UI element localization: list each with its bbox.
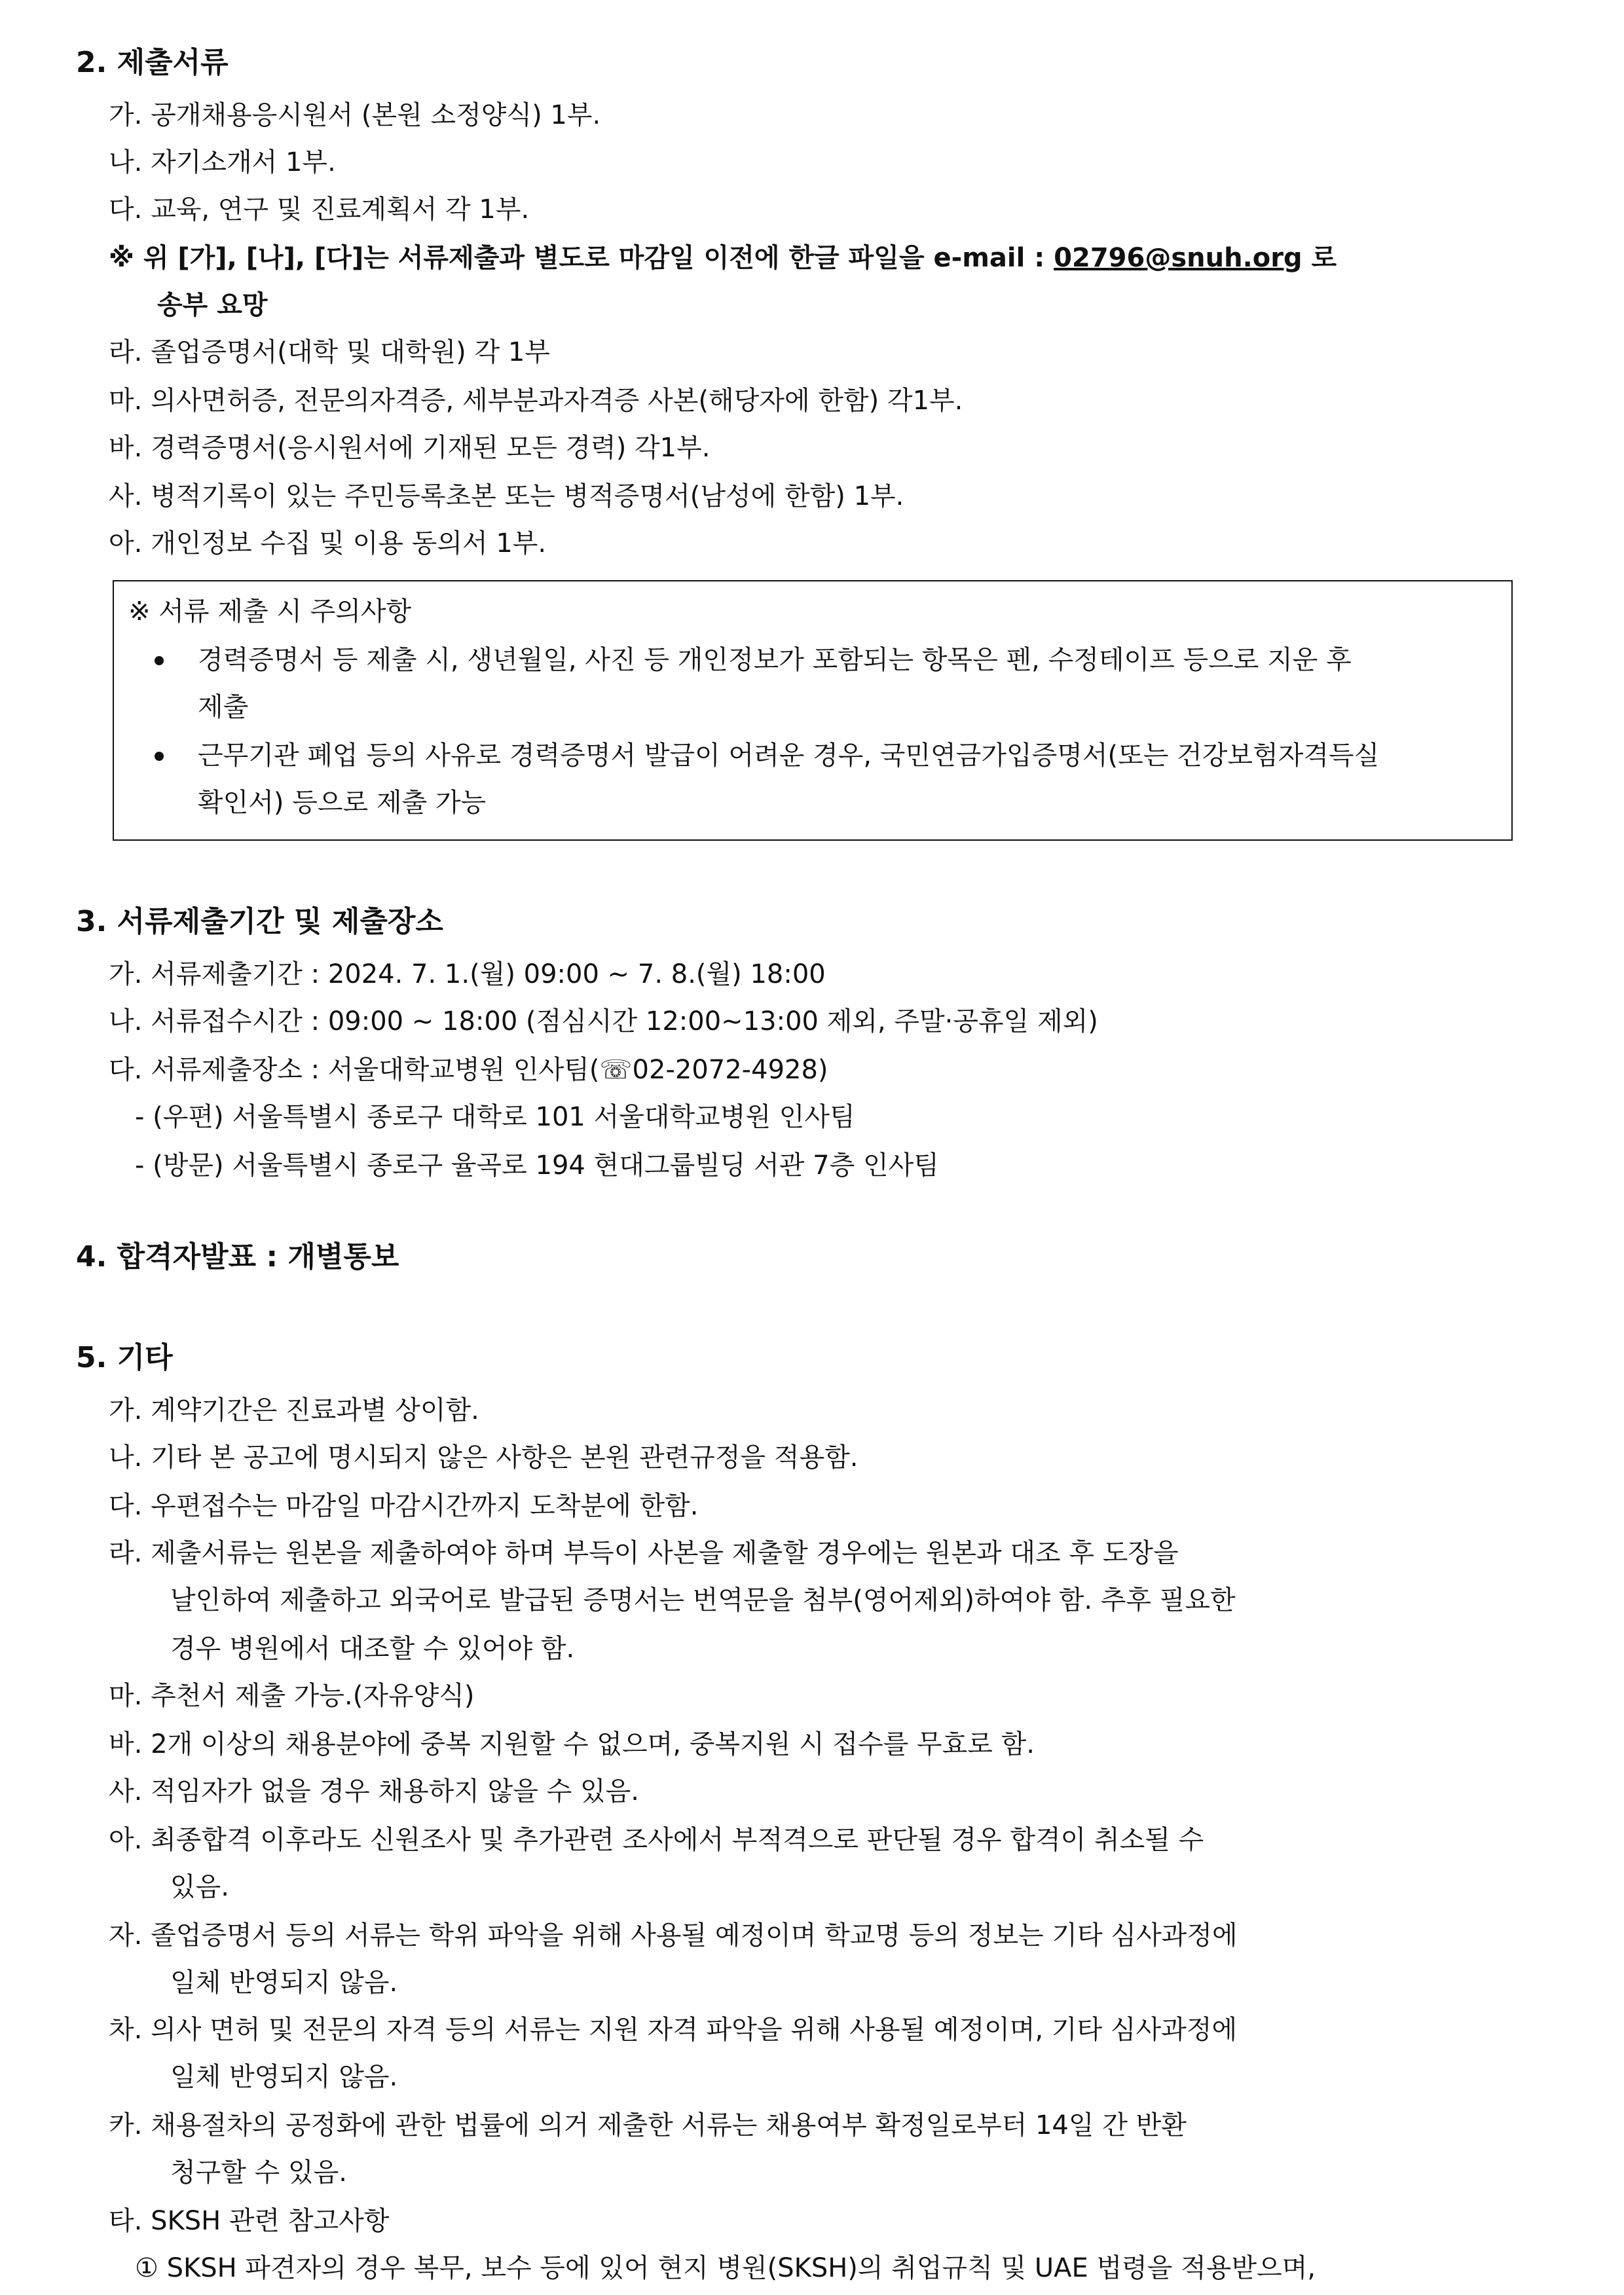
section-4-heading: 4. 합격자발표 : 개별통보	[76, 1240, 399, 1274]
email-note-prefix: ※ 위 [가], [나], [다]는 서류제출과 별도로 마감일 이전에 한글 파일을 e-mail :	[109, 243, 1054, 273]
section-5-heading: 5. 기타	[76, 1341, 173, 1374]
section-5-subitem: ① SKSH 파견자의 경우 복무, 보수 등에 있어 현지 병원(SKSH)의 취업규칙 및 UAE 법령을 적용받으며,	[135, 2253, 1316, 2283]
section-2-item: 바. 경력증명서(응시원서에 기재된 모든 경력) 각1부.	[109, 433, 710, 463]
section-2-item: 나. 자기소개서 1부.	[109, 147, 336, 177]
notice-bullet-2-cont: 확인서) 등으로 제출 가능	[198, 788, 487, 818]
section-3-heading: 3. 서류제출기간 및 제출장소	[76, 905, 443, 938]
section-5-line: 가. 계약기간은 진료과별 상이함.	[109, 1395, 479, 1425]
section-2-item: 사. 병적기록이 있는 주민등록초본 또는 병적증명서(남성에 한함) 1부.	[109, 481, 904, 511]
section-5-line: 나. 기타 본 공고에 명시되지 않은 사항은 본원 관련규정을 적용함.	[109, 1442, 858, 1473]
notice-box-title: ※ 서류 제출 시 주의사항	[128, 597, 412, 627]
section-2-item: 다. 교육, 연구 및 진료계획서 각 1부.	[109, 194, 530, 225]
section-5-line: 자. 졸업증명서 등의 서류는 학위 파악을 위해 사용될 예정이며 학교명 등의 정보는 기타 심사과정에	[109, 1920, 1238, 1951]
section-5-line: 카. 채용절차의 공정화에 관한 법률에 의거 제출한 서류는 채용여부 확정일로부터 14일 간 반환	[109, 2110, 1187, 2140]
bullet-icon	[155, 656, 164, 665]
section-2-item: 마. 의사면허증, 전문의자격증, 세부분과자격증 사본(해당자에 한함) 각1부.	[109, 386, 963, 416]
section-2-item: 가. 공개채용응시원서 (본원 소정양식) 1부.	[109, 100, 601, 130]
section-2-item: 라. 졸업증명서(대학 및 대학원) 각 1부	[109, 337, 550, 367]
section-3-item: 다. 서류제출장소 : 서울대학교병원 인사팀(☏02-2072-4928)	[109, 1055, 828, 1085]
email-note-suffix: 로	[1302, 243, 1337, 273]
section-5-line-cont: 경우 병원에서 대조할 수 있어야 함.	[170, 1634, 575, 1664]
section-5-line-cont: 일체 반영되지 않음.	[170, 2062, 398, 2092]
section-5-line: 타. SKSH 관련 참고사항	[109, 2206, 390, 2236]
email-link[interactable]: 02796@snuh.org	[1054, 243, 1302, 273]
notice-bullet-1-cont: 제출	[198, 692, 249, 722]
section-3-subitem: - (우편) 서울특별시 종로구 대학로 101 서울대학교병원 인사팀	[135, 1102, 855, 1132]
email-note-continuation: 송부 요망	[157, 290, 268, 320]
section-5-line: 라. 제출서류는 원본을 제출하여야 하며 부득이 사본을 제출할 경우에는 원본과 대조 후 도장을	[109, 1538, 1179, 1568]
section-2-item: 아. 개인정보 수집 및 이용 동의서 1부.	[109, 528, 547, 559]
notice-bullet-1: 경력증명서 등 제출 시, 생년월일, 사진 등 개인정보가 포함되는 항목은 펜, 수정테이프 등으로 지운 후	[198, 645, 1352, 675]
section-5-line: 사. 적임자가 없을 경우 채용하지 않을 수 있음.	[109, 1776, 639, 1807]
section-5-line: 차. 의사 면허 및 전문의 자격 등의 서류는 지원 자격 파악을 위해 사용될 예정이며, 기타 심사과정에	[109, 2015, 1238, 2045]
section-5-line: 마. 추천서 제출 가능.(자유양식)	[109, 1681, 475, 1711]
section-5-line: 아. 최종합격 이후라도 신원조사 및 추가관련 조사에서 부적격으로 판단될 경우 합격이 취소될 수	[109, 1825, 1204, 1855]
notice-bullet-2: 근무기관 폐업 등의 사유로 경력증명서 발급이 어려운 경우, 국민연금가입증명서(또는 건강보험자격득실	[198, 741, 1380, 771]
section-3-subitem: - (방문) 서울특별시 종로구 율곡로 194 현대그룹빌딩 서관 7층 인사팀	[135, 1150, 939, 1181]
bullet-icon	[155, 752, 164, 761]
section-5-line: 다. 우편접수는 마감일 마감시간까지 도착분에 한함.	[109, 1491, 699, 1521]
section-2-heading: 2. 제출서류	[76, 46, 229, 79]
section-3-item: 나. 서류접수시간 : 09:00 ~ 18:00 (점심시간 12:00~13:00 제외, 주말·공휴일 제외)	[109, 1006, 1098, 1037]
section-5-line: 바. 2개 이상의 채용분야에 중복 지원할 수 없으며, 중복지원 시 접수를 무효로 함.	[109, 1729, 1035, 1759]
section-3-item: 가. 서류제출기간 : 2024. 7. 1.(월) 09:00 ~ 7. 8.(월) 18:00	[109, 959, 826, 989]
section-5-line-cont: 있음.	[170, 1872, 229, 1902]
section-5-line-cont: 청구할 수 있음.	[170, 2157, 347, 2188]
email-note	[109, 245, 1337, 271]
section-5-line-cont: 날인하여 제출하고 외국어로 발급된 증명서는 번역문을 첨부(영어제외)하여야 함. 추후 필요한	[170, 1585, 1236, 1615]
section-5-line-cont: 일체 반영되지 않음.	[170, 1968, 398, 1998]
